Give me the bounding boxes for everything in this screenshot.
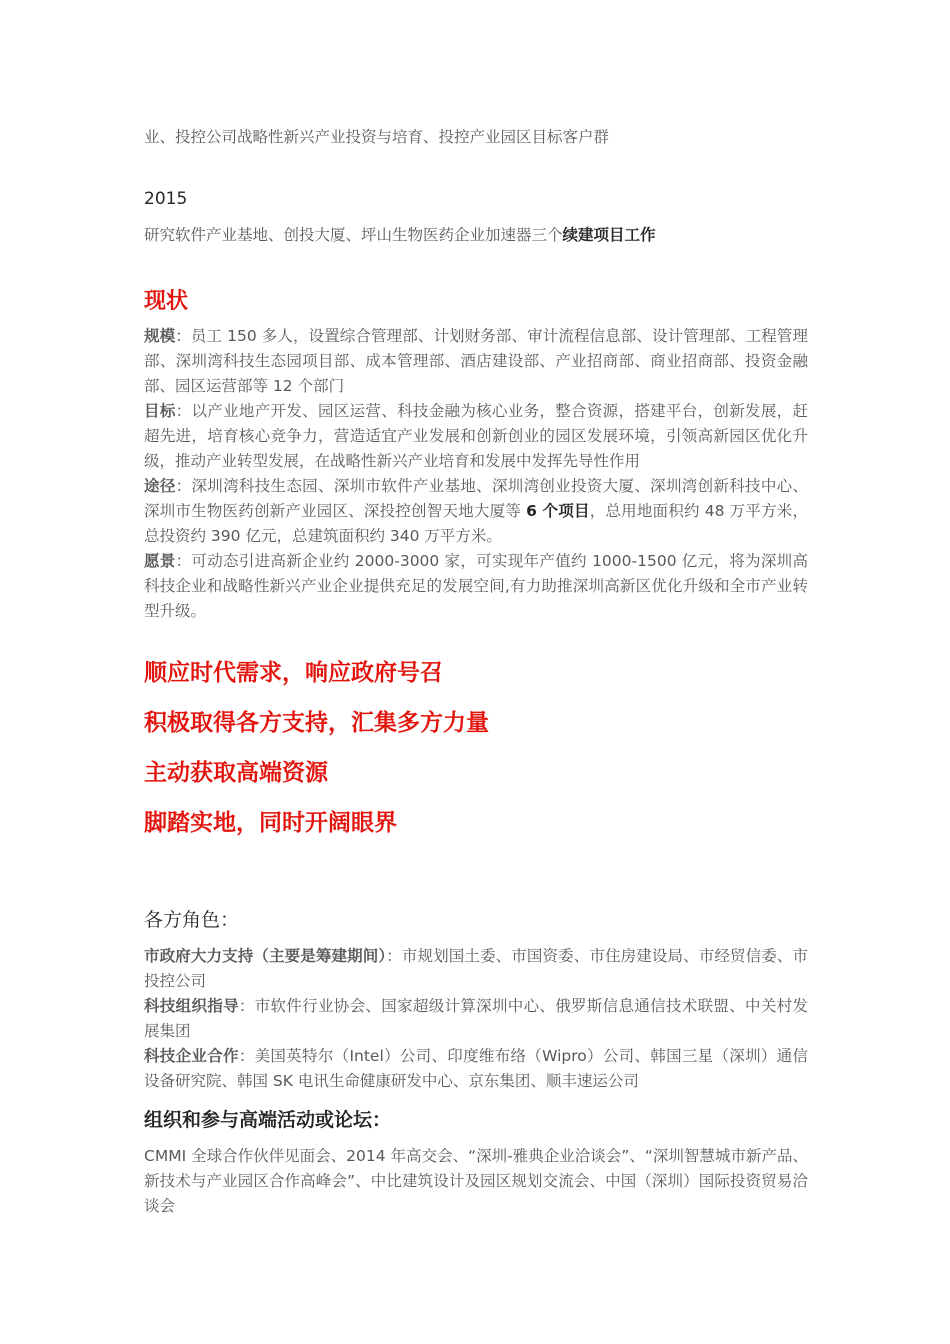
year-2015-text — [144, 223, 808, 248]
goal-label: 目标 — [144, 402, 176, 420]
intro-section — [144, 125, 808, 150]
scale-label: 规模 — [144, 327, 176, 345]
slogans-section — [144, 656, 808, 840]
year-2015-section — [144, 186, 808, 248]
slogan-4: 脚踏实地，同时开阔眼界 — [144, 809, 397, 836]
vision-text: ：可动态引进高新企业约 2000-3000 家，可实现年产值约 1000-1500 亿元，将为深圳高科技企业和战略性新兴产业企业提供充足的发展空间,有力助推深圳高新区优化升级和全市产业转型升级。 — [144, 552, 808, 620]
slogan-2: 积极取得各方支持，汇集多方力量 — [144, 709, 489, 736]
slogan-1: 顺应时代需求，响应政府号召 — [144, 659, 443, 686]
org-text: ：市软件行业协会、国家超级计算深圳中心、俄罗斯信息通信技术联盟、中关村发展集团 — [144, 997, 808, 1040]
status-scale — [144, 324, 808, 399]
path-bold: 6 个项目 — [526, 502, 590, 520]
roles-section — [144, 906, 808, 1094]
org-label: 科技组织指导 — [144, 997, 239, 1015]
path-text-2: ，总用地面积约 48 万平方米，总投资约 390 亿元，总建筑面积约 340 万平方米。 — [144, 502, 809, 545]
year-2015-plain: 研究软件产业基地、创投大厦、坪山生物医药企业加速器三个 — [144, 226, 563, 244]
status-heading: 现状 — [144, 288, 189, 314]
year-2015-bold: 续建项目工作 — [562, 226, 656, 244]
ent-label: 科技企业合作 — [144, 1047, 239, 1065]
intro-line: 业、投控公司战略性新兴产业投资与培育、投控产业园区目标客户群 — [144, 128, 610, 146]
status-goal — [144, 399, 808, 474]
slogan-3: 主动获取高端资源 — [144, 759, 328, 786]
roles-heading: 各方角色： — [144, 909, 240, 931]
year-label: 2015 — [144, 189, 188, 209]
scale-text: ：员工 150 多人，设置综合管理部、计划财务部、审计流程信息部、设计管理部、工程管理部、深圳湾科技生态园项目部、成本管理部、酒店建设部、产业招商部、商业招商部、投资金融部、园区运营部等 12 个部门 — [144, 327, 808, 395]
roles-ent — [144, 1044, 808, 1094]
gov-label: 市政府大力支持（主要是筹建期间） — [144, 947, 387, 965]
status-vision — [144, 549, 808, 624]
ent-text: ：美国英特尔（Intel）公司、印度维布络（Wipro）公司、韩国三星（深圳）通信设备研究院、韩国 SK 电讯生命健康研发中心、京东集团、顺丰速运公司 — [144, 1047, 808, 1090]
roles-org — [144, 994, 808, 1044]
vision-label: 愿景 — [144, 552, 176, 570]
events-heading: 组织和参与高端活动或论坛： — [144, 1109, 392, 1131]
roles-gov — [144, 944, 808, 994]
path-text-1: ：深圳湾科技生态园、深圳市软件产业基地、深圳湾创业投资大厦、深圳湾创新科技中心、深圳市生物医药创新产业园区、深投控创智天地大厦等 — [144, 477, 808, 520]
status-section — [144, 286, 808, 624]
path-label: 途径 — [144, 477, 176, 495]
goal-text: ：以产业地产开发、园区运营、科技金融为核心业务，整合资源，搭建平台，创新发展，赶超先进，培育核心竞争力，营造适宜产业发展和创新创业的园区发展环境，引领高新园区优化升级，推动产业转型发展，在战略性新兴产业培育和发展中发挥先导性作用 — [144, 402, 808, 470]
status-path — [144, 474, 808, 549]
events-section — [144, 1106, 808, 1219]
gov-text: ：市规划国土委、市国资委、市住房建设局、市经贸信委、市投控公司 — [144, 947, 808, 990]
events-text: CMMI 全球合作伙伴见面会、2014 年高交会、“深圳-雅典企业洽谈会”、“深圳智慧城市新产品、新技术与产业园区合作高峰会”、中比建筑设计及园区规划交流会、中国（深圳）国际投资贸易洽谈会 — [144, 1147, 808, 1215]
